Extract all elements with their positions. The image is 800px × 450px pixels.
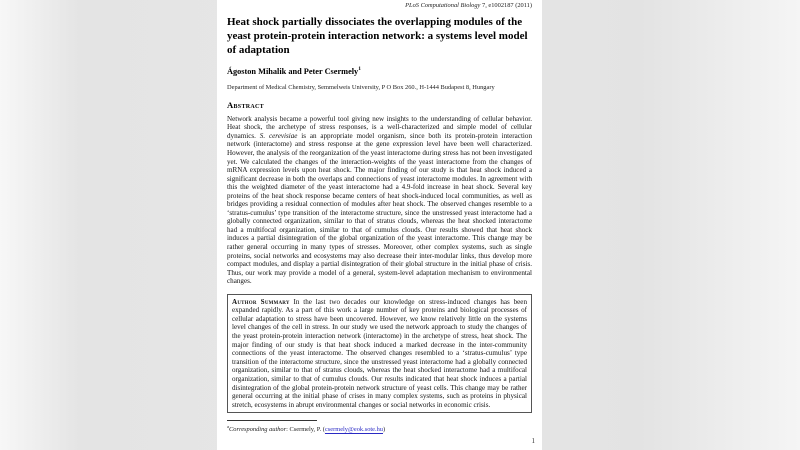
author-affiliation-superscript: 1 [358, 66, 361, 72]
journal-name: PLoS Computational Biology [405, 2, 481, 9]
footnote-label: Corresponding author [229, 426, 287, 434]
email-link[interactable]: csermely@eok.sote.hu [324, 426, 383, 434]
journal-citation-rest: 7, e1002187 (2011) [480, 2, 532, 9]
footnote-mid: : Csermely, P. ( [286, 426, 325, 434]
journal-citation [227, 2, 532, 10]
species-name-italic: S. cerevisiae [259, 131, 298, 140]
author-summary-box [227, 294, 532, 414]
abstract-text [227, 115, 532, 286]
corresponding-author-footnote [227, 424, 532, 433]
footnote-close: ) [383, 426, 386, 434]
affiliation-line: Department of Medical Chemistry, Semmelweis University, P O Box 260., H-1444 Budapest 8, Hungary [227, 83, 495, 91]
paper-title: Heat shock partially dissociates the overlapping modules of the yeast protein-protein interaction network: a systems level model of adaptation [227, 16, 528, 56]
paper-page [217, 0, 542, 450]
abstract-part2: is an appropriate model organism, since both its protein-protein interaction network (interactome) and stress response at the gene expression level have been well characterized. However, the analysis of the reorganization of the yeast interactome during stress has not been investigated yet. We calculated the changes of the interaction-weights of the yeast interactome from the changes of mRNA expression levels upon heat shock. The major finding of our study is that heat shock induced a significant decrease in both the overlaps and connections of yeast interactome modules. In agreement with this the weighted diameter of the yeast interactome had a 4.9-fold increase in heat shock. Several key proteins of the heat shock response became centers of heat shock-induced local communities, as well as bridges providing a residual connection of modules after heat shock. The observed changes resemble to a ‘stratus-cumulus’ type transition of the interactome structure, since the unstressed yeast interactome had a globally connected organization, similar to that of stratus clouds, whereas the heat shocked interactome had a multifocal organization, similar to that of cumulus clouds. Our results showed that heat shock induces a partial disintegration of the global organization of the yeast interactome. This change may be rather general occurring in many types of stresses. Moreover, other complex systems, such as single proteins, social networks and ecosystems may also decrease their inter-modular links, thus develop more compact modules, and display a partial disintegration of their global structure in the initial phase of crisis. Thus, our work may provide a model of a general, system-level adaptation mechanism to environmental changes. [227, 131, 532, 286]
abstract-heading: Abstract [227, 99, 264, 110]
footnote-superscript: a [227, 424, 229, 430]
author-summary-heading: Author Summary [232, 297, 290, 306]
footnote-divider [227, 420, 317, 421]
page-number: 1 [531, 437, 535, 445]
author-summary-text: In the last two decades our knowledge on stress-induced changes has been expanded rapidly. As a part of this work a large number of key proteins and biological processes of cellular adaptation to stress have been uncovered. However, we know relatively little on the systems level changes of the cell in stress. In our study we used the network approach to study the changes of the yeast protein-protein interaction network (interactome) in the archetype of stress, heat shock. The major finding of our study is that heat shock induced a marked decrease in the inter-community connections of the yeast interactome. The observed changes resembled to a ‘stratus-cumulus’ type transition of the interactome structure, since the unstressed yeast interactome had a globally connected organization, similar to that of stratus clouds, whereas the heat shocked interactome had a multifocal organization, similar to that of cumulus clouds. Our results indicated that heat shock induces a partial disintegration of the global protein-protein network structure of yeast cells. This change may be rather general occurring at the initial phase of crises in many complex systems, such as proteins in physical stretch, ecosystems in abrupt environmental changes or social networks in economic crisis. [232, 297, 528, 409]
authors-line [227, 66, 532, 76]
author-names: Ágoston Mihalik and Peter Csermely [227, 66, 359, 76]
abstract-part1: Network analysis became a powerful tool giving new insights to the understanding of cellular behavior. Heat shock, the archetype of stress responses, is a well-characterized and simple model of cellular dynamics. [227, 114, 532, 140]
